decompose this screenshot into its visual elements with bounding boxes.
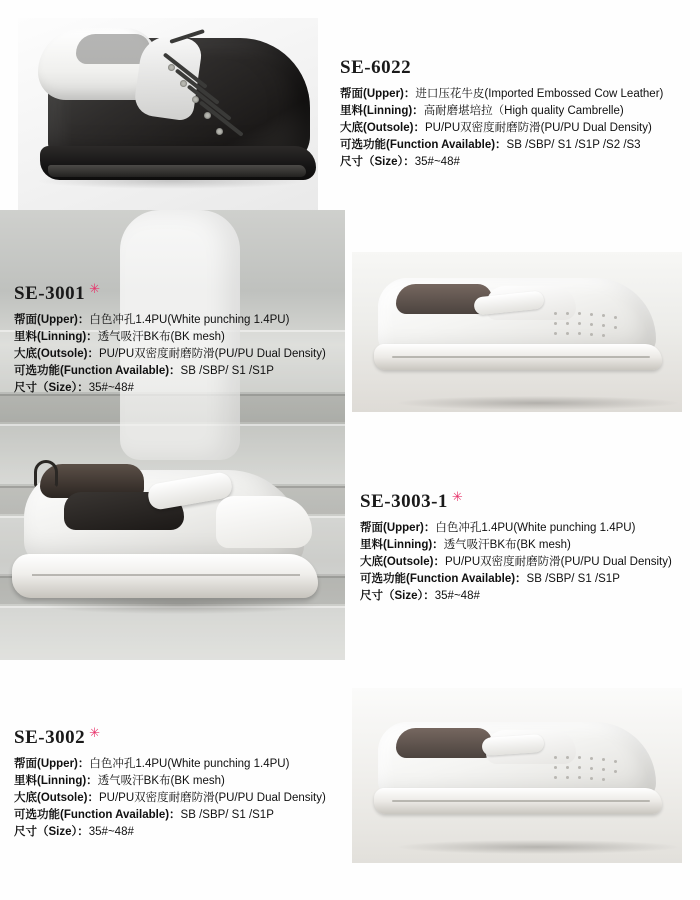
spec-size-label: 尺寸（Size）： [14, 826, 89, 838]
model-code: SE-3001 [14, 283, 86, 304]
star-icon: ✳ [89, 281, 100, 296]
spec-outsole-label: 大底(Outsole)： [14, 348, 99, 360]
spec-function [360, 571, 672, 588]
star-icon: ✳ [451, 489, 463, 504]
boot-eyelet [216, 128, 223, 135]
spec-lining-value: 透气吸汗BK布(BK mesh) [97, 775, 225, 787]
star-icon: ✳ [89, 725, 100, 740]
spec-lining [340, 103, 663, 120]
spec-lining [14, 773, 326, 790]
spec-function-value: SB /SBP/ S1 /S1P [526, 573, 620, 585]
product-photo-se-3001 [352, 252, 682, 412]
sneaker-toe-cap [216, 496, 312, 548]
spec-function [14, 807, 326, 824]
spec-function-label: 可选功能(Function Available)： [360, 573, 527, 585]
product-info-se-3001 [14, 281, 326, 397]
sneaker-outsole [12, 554, 318, 598]
spec-outsole-label: 大底(Outsole)： [14, 792, 99, 804]
spec-lining-label: 里料(Linning)： [340, 105, 424, 117]
sneaker-shadow [40, 596, 320, 614]
model-line [360, 489, 672, 512]
model-line [340, 58, 663, 77]
spec-size [14, 824, 326, 841]
spec-lining [14, 329, 326, 346]
spec-outsole-value: PU/PU双密度耐磨防滑(PU/PU Dual Density) [98, 792, 326, 804]
product-info-se-6022 [340, 58, 663, 171]
spec-function-value: SB /SBP/ S1 /S1P [180, 365, 274, 377]
spec-upper [360, 520, 672, 537]
product-info-se-3002 [14, 725, 326, 841]
spec-lining-value: 透气吸汗BK布(BK mesh) [97, 331, 225, 343]
shoe-shadow [398, 840, 678, 854]
spec-upper-value: 白色冲孔1.4PU(White punching 1.4PU) [89, 314, 290, 326]
spec-size-value: 35#~48# [88, 826, 134, 838]
boot-outsole-edge [48, 165, 306, 177]
shoe-collar [396, 728, 492, 758]
spec-size-label: 尺寸（Size）： [14, 382, 89, 394]
spec-outsole [14, 790, 326, 807]
spec-size-value: 35#~48# [88, 382, 134, 394]
model-line [14, 725, 326, 748]
product-photo-se-3003-1 [0, 210, 345, 660]
spec-lining-value: 透气吸汗BK布(BK mesh) [443, 539, 571, 551]
spec-size [360, 588, 672, 605]
shoe-shadow [398, 396, 678, 410]
spec-outsole [340, 120, 663, 137]
spec-upper [14, 756, 326, 773]
product-info-se-3003-1 [360, 489, 672, 605]
spec-size-label: 尺寸（Size）： [360, 590, 435, 602]
spec-upper-value: 进口压花牛皮(Imported Embossed Cow Leather) [415, 88, 664, 100]
product-photo-se-6022 [18, 18, 318, 213]
spec-function-label: 可选功能(Function Available)： [14, 365, 181, 377]
model-code: SE-6022 [340, 57, 412, 78]
spec-outsole [360, 554, 672, 571]
white-shoe [378, 722, 656, 818]
spec-outsole-value: PU/PU双密度耐磨防滑(PU/PU Dual Density) [98, 348, 326, 360]
boot-collar-inner [76, 34, 150, 64]
spec-upper-label: 帮面(Upper)： [14, 314, 90, 326]
spec-upper-value: 白色冲孔1.4PU(White punching 1.4PU) [435, 522, 636, 534]
spec-lining-label: 里料(Linning)： [14, 331, 98, 343]
spec-outsole-label: 大底(Outsole)： [340, 122, 425, 134]
spec-outsole [14, 346, 326, 363]
spec-function-label: 可选功能(Function Available)： [14, 809, 181, 821]
spec-size-value: 35#~48# [414, 156, 460, 168]
white-shoe [378, 278, 656, 374]
spec-function-label: 可选功能(Function Available)： [340, 139, 507, 151]
spec-function [14, 363, 326, 380]
spec-upper-label: 帮面(Upper)： [360, 522, 436, 534]
spec-lining-label: 里料(Linning)： [360, 539, 444, 551]
spec-outsole-value: PU/PU双密度耐磨防滑(PU/PU Dual Density) [444, 556, 672, 568]
spec-lining-label: 里料(Linning)： [14, 775, 98, 787]
spec-upper [14, 312, 326, 329]
model-code: SE-3002 [14, 727, 86, 748]
spec-size [340, 154, 663, 171]
shoe-outsole-line [392, 800, 650, 802]
spec-lining-value: 高耐磨堪培拉（High quality Cambrelle) [423, 105, 624, 117]
spec-upper-label: 帮面(Upper)： [340, 88, 416, 100]
shoe-perforations [554, 312, 638, 340]
product-photo-se-3002 [352, 688, 682, 863]
spec-upper-label: 帮面(Upper)： [14, 758, 90, 770]
sneaker-pull-loop [34, 460, 58, 488]
spec-size [14, 380, 326, 397]
spec-function-value: SB /SBP/ S1 /S1P /S2 /S3 [506, 139, 641, 151]
model-line [14, 281, 326, 304]
spec-outsole-value: PU/PU双密度耐磨防滑(PU/PU Dual Density) [424, 122, 652, 134]
spec-outsole-label: 大底(Outsole)： [360, 556, 445, 568]
shoe-outsole-line [392, 356, 650, 358]
spec-size-value: 35#~48# [434, 590, 480, 602]
spec-upper [340, 86, 663, 103]
spec-function [340, 137, 663, 154]
model-code: SE-3003-1 [360, 491, 448, 512]
sneaker [10, 456, 330, 626]
spec-upper-value: 白色冲孔1.4PU(White punching 1.4PU) [89, 758, 290, 770]
spec-function-value: SB /SBP/ S1 /S1P [180, 809, 274, 821]
spec-size-label: 尺寸（Size）： [340, 156, 415, 168]
shoe-perforations [554, 756, 638, 784]
spec-lining [360, 537, 672, 554]
sneaker-outsole-line [32, 574, 300, 576]
